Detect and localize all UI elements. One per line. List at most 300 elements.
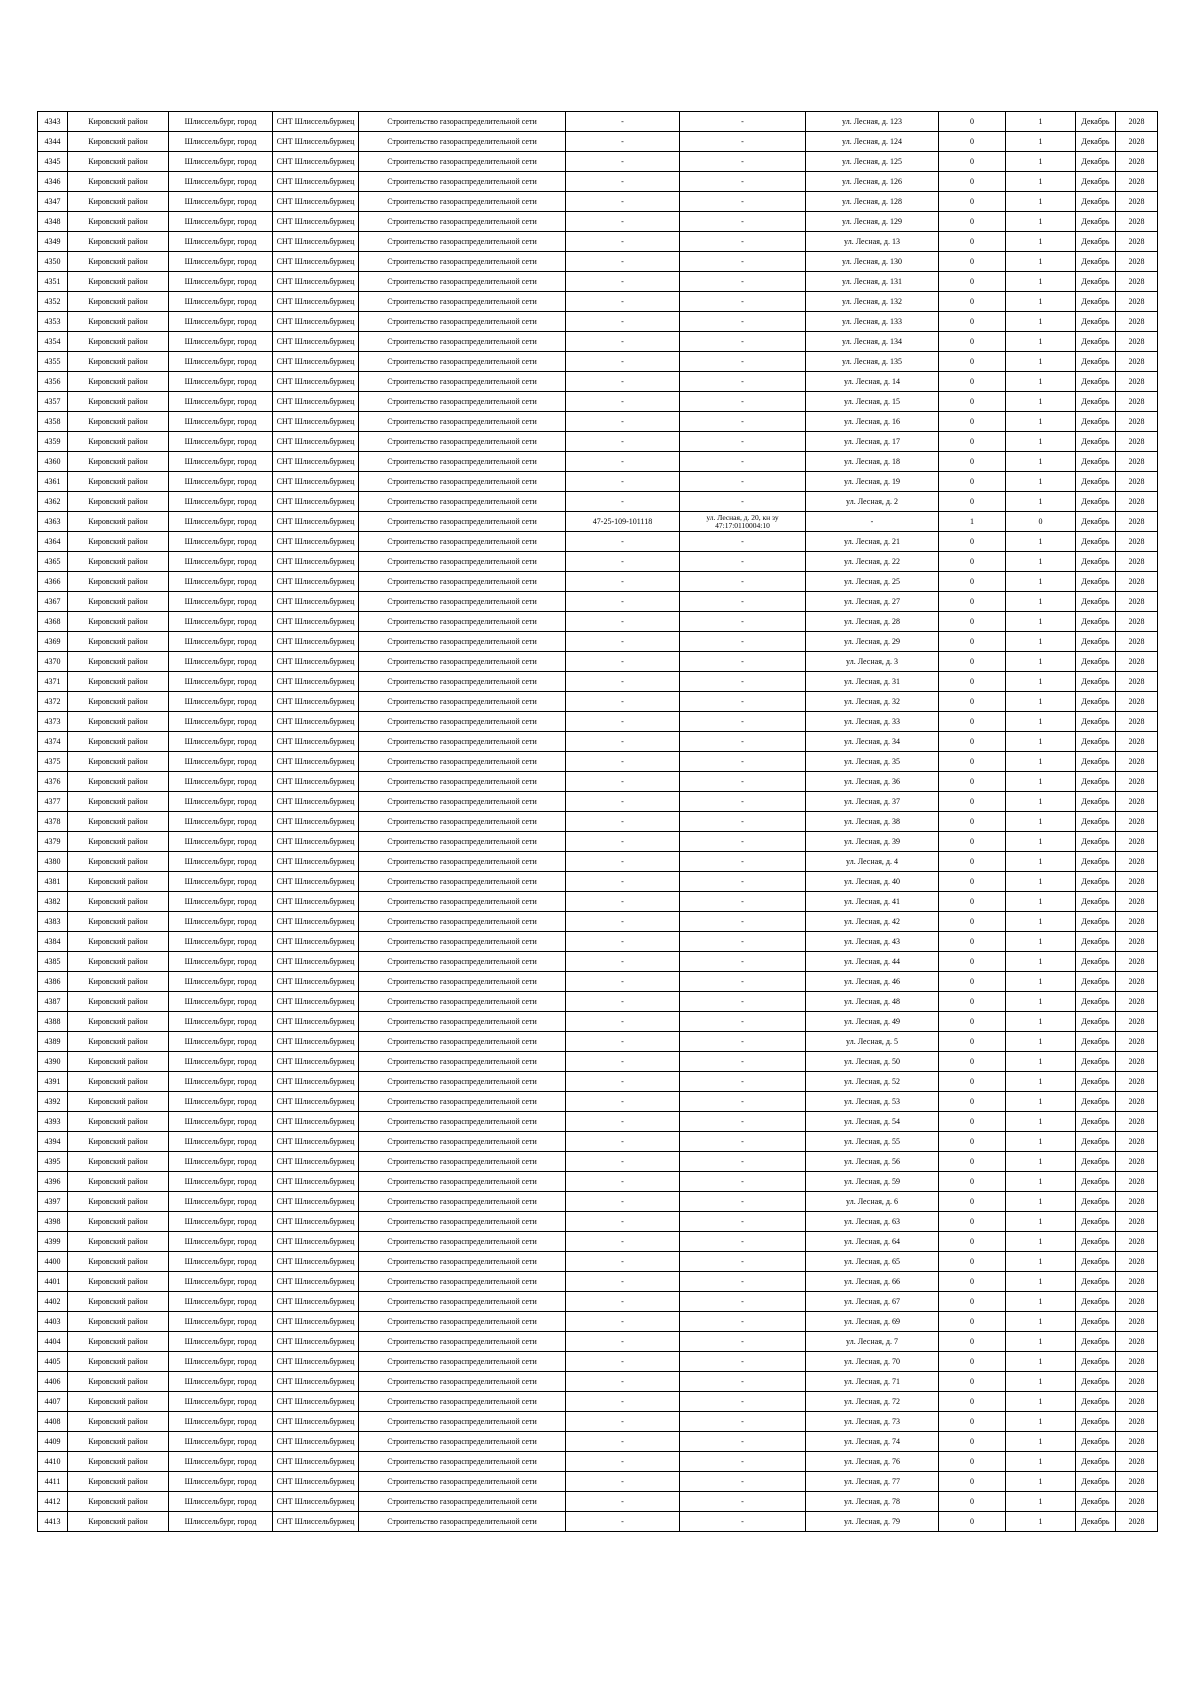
month-cell: Декабрь bbox=[1076, 252, 1116, 272]
settlement-cell: Шлиссельбург, город bbox=[169, 432, 273, 452]
count-b-cell: 1 bbox=[1006, 492, 1076, 512]
address-cell: ул. Лесная, д. 131 bbox=[806, 272, 939, 292]
count-b-cell: 1 bbox=[1006, 332, 1076, 352]
district-cell: Кировский район bbox=[68, 492, 169, 512]
count-b-cell: 1 bbox=[1006, 932, 1076, 952]
district-cell: Кировский район bbox=[68, 1412, 169, 1432]
count-a-cell: 0 bbox=[939, 672, 1006, 692]
count-b-cell: 1 bbox=[1006, 652, 1076, 672]
work-type-cell: Строительство газораспределительной сети bbox=[359, 412, 566, 432]
organization-cell: СНТ Шлиссельбуржец bbox=[273, 572, 359, 592]
plot-address-cell: - bbox=[680, 192, 806, 212]
row-number-cell: 4409 bbox=[38, 1432, 68, 1452]
organization-cell: СНТ Шлиссельбуржец bbox=[273, 1352, 359, 1372]
plot-address-cell: - bbox=[680, 532, 806, 552]
year-cell: 2028 bbox=[1116, 1072, 1158, 1092]
row-number-cell: 4412 bbox=[38, 1492, 68, 1512]
count-b-cell: 1 bbox=[1006, 172, 1076, 192]
table-row bbox=[38, 152, 1158, 172]
row-number-cell: 4389 bbox=[38, 1032, 68, 1052]
table-row bbox=[38, 1412, 1158, 1432]
row-number-cell: 4365 bbox=[38, 552, 68, 572]
count-a-cell: 0 bbox=[939, 1052, 1006, 1072]
settlement-cell: Шлиссельбург, город bbox=[169, 472, 273, 492]
count-b-cell: 1 bbox=[1006, 392, 1076, 412]
count-a-cell: 0 bbox=[939, 132, 1006, 152]
address-cell: ул. Лесная, д. 72 bbox=[806, 1392, 939, 1412]
settlement-cell: Шлиссельбург, город bbox=[169, 792, 273, 812]
application-number-cell: - bbox=[566, 212, 680, 232]
month-cell: Декабрь bbox=[1076, 1412, 1116, 1432]
table-row bbox=[38, 452, 1158, 472]
settlement-cell: Шлиссельбург, город bbox=[169, 152, 273, 172]
count-b-cell: 1 bbox=[1006, 552, 1076, 572]
organization-cell: СНТ Шлиссельбуржец bbox=[273, 312, 359, 332]
plot-address-cell: - bbox=[680, 1012, 806, 1032]
address-cell: ул. Лесная, д. 41 bbox=[806, 892, 939, 912]
month-cell: Декабрь bbox=[1076, 432, 1116, 452]
table-row bbox=[38, 572, 1158, 592]
application-number-cell: - bbox=[566, 1452, 680, 1472]
plot-address-cell: - bbox=[680, 1292, 806, 1312]
row-number-cell: 4408 bbox=[38, 1412, 68, 1432]
year-cell: 2028 bbox=[1116, 732, 1158, 752]
organization-cell: СНТ Шлиссельбуржец bbox=[273, 892, 359, 912]
table-row bbox=[38, 1272, 1158, 1292]
district-cell: Кировский район bbox=[68, 632, 169, 652]
district-cell: Кировский район bbox=[68, 532, 169, 552]
table-row bbox=[38, 232, 1158, 252]
count-b-cell: 1 bbox=[1006, 712, 1076, 732]
work-type-cell: Строительство газораспределительной сети bbox=[359, 1232, 566, 1252]
district-cell: Кировский район bbox=[68, 872, 169, 892]
work-type-cell: Строительство газораспределительной сети bbox=[359, 992, 566, 1012]
plot-address-cell: - bbox=[680, 612, 806, 632]
count-b-cell: 1 bbox=[1006, 692, 1076, 712]
settlement-cell: Шлиссельбург, город bbox=[169, 412, 273, 432]
count-b-cell: 1 bbox=[1006, 772, 1076, 792]
row-number-cell: 4346 bbox=[38, 172, 68, 192]
address-cell: ул. Лесная, д. 37 bbox=[806, 792, 939, 812]
settlement-cell: Шлиссельбург, город bbox=[169, 592, 273, 612]
row-number-cell: 4348 bbox=[38, 212, 68, 232]
plot-address-cell: - bbox=[680, 1332, 806, 1352]
settlement-cell: Шлиссельбург, город bbox=[169, 1272, 273, 1292]
month-cell: Декабрь bbox=[1076, 512, 1116, 532]
district-cell: Кировский район bbox=[68, 1452, 169, 1472]
organization-cell: СНТ Шлиссельбуржец bbox=[273, 1452, 359, 1472]
address-cell: ул. Лесная, д. 13 bbox=[806, 232, 939, 252]
settlement-cell: Шлиссельбург, город bbox=[169, 492, 273, 512]
year-cell: 2028 bbox=[1116, 552, 1158, 572]
application-number-cell: - bbox=[566, 292, 680, 312]
organization-cell: СНТ Шлиссельбуржец bbox=[273, 212, 359, 232]
work-type-cell: Строительство газораспределительной сети bbox=[359, 1092, 566, 1112]
count-a-cell: 0 bbox=[939, 1032, 1006, 1052]
application-number-cell: - bbox=[566, 312, 680, 332]
work-type-cell: Строительство газораспределительной сети bbox=[359, 352, 566, 372]
address-cell: ул. Лесная, д. 66 bbox=[806, 1272, 939, 1292]
application-number-cell: - bbox=[566, 972, 680, 992]
table-row bbox=[38, 512, 1158, 532]
table-row bbox=[38, 1252, 1158, 1272]
district-cell: Кировский район bbox=[68, 552, 169, 572]
table-row bbox=[38, 1472, 1158, 1492]
table-row bbox=[38, 1332, 1158, 1352]
work-type-cell: Строительство газораспределительной сети bbox=[359, 292, 566, 312]
work-type-cell: Строительство газораспределительной сети bbox=[359, 492, 566, 512]
district-cell: Кировский район bbox=[68, 992, 169, 1012]
count-a-cell: 0 bbox=[939, 1092, 1006, 1112]
application-number-cell: - bbox=[566, 572, 680, 592]
work-type-cell: Строительство газораспределительной сети bbox=[359, 392, 566, 412]
year-cell: 2028 bbox=[1116, 632, 1158, 652]
application-number-cell: - bbox=[566, 1252, 680, 1272]
month-cell: Декабрь bbox=[1076, 1172, 1116, 1192]
settlement-cell: Шлиссельбург, город bbox=[169, 512, 273, 532]
plot-address-cell: - bbox=[680, 932, 806, 952]
organization-cell: СНТ Шлиссельбуржец bbox=[273, 472, 359, 492]
application-number-cell: - bbox=[566, 872, 680, 892]
address-cell: ул. Лесная, д. 130 bbox=[806, 252, 939, 272]
count-a-cell: 0 bbox=[939, 992, 1006, 1012]
work-type-cell: Строительство газораспределительной сети bbox=[359, 752, 566, 772]
count-a-cell: 0 bbox=[939, 332, 1006, 352]
settlement-cell: Шлиссельбург, город bbox=[169, 1032, 273, 1052]
organization-cell: СНТ Шлиссельбуржец bbox=[273, 252, 359, 272]
plot-address-cell: - bbox=[680, 432, 806, 452]
count-a-cell: 0 bbox=[939, 1292, 1006, 1312]
application-number-cell: - bbox=[566, 692, 680, 712]
table-row bbox=[38, 1032, 1158, 1052]
row-number-cell: 4400 bbox=[38, 1252, 68, 1272]
plot-address-cell: - bbox=[680, 652, 806, 672]
organization-cell: СНТ Шлиссельбуржец bbox=[273, 1272, 359, 1292]
year-cell: 2028 bbox=[1116, 1492, 1158, 1512]
address-cell: ул. Лесная, д. 74 bbox=[806, 1432, 939, 1452]
organization-cell: СНТ Шлиссельбуржец bbox=[273, 592, 359, 612]
application-number-cell: - bbox=[566, 1152, 680, 1172]
district-cell: Кировский район bbox=[68, 1392, 169, 1412]
count-a-cell: 0 bbox=[939, 1132, 1006, 1152]
count-a-cell: 0 bbox=[939, 112, 1006, 132]
count-b-cell: 1 bbox=[1006, 1032, 1076, 1052]
organization-cell: СНТ Шлиссельбуржец bbox=[273, 612, 359, 632]
plot-address-cell: - bbox=[680, 1432, 806, 1452]
settlement-cell: Шлиссельбург, город bbox=[169, 672, 273, 692]
plot-address-cell: - bbox=[680, 792, 806, 812]
work-type-cell: Строительство газораспределительной сети bbox=[359, 1452, 566, 1472]
table-row bbox=[38, 1452, 1158, 1472]
organization-cell: СНТ Шлиссельбуржец bbox=[273, 1392, 359, 1412]
organization-cell: СНТ Шлиссельбуржец bbox=[273, 1172, 359, 1192]
count-b-cell: 1 bbox=[1006, 852, 1076, 872]
plot-address-cell: - bbox=[680, 572, 806, 592]
month-cell: Декабрь bbox=[1076, 592, 1116, 612]
plot-address-cell: - bbox=[680, 472, 806, 492]
settlement-cell: Шлиссельбург, город bbox=[169, 1512, 273, 1532]
table-row bbox=[38, 1232, 1158, 1252]
application-number-cell: - bbox=[566, 192, 680, 212]
organization-cell: СНТ Шлиссельбуржец bbox=[273, 1152, 359, 1172]
table-row bbox=[38, 1172, 1158, 1192]
application-number-cell: - bbox=[566, 1352, 680, 1372]
count-b-cell: 0 bbox=[1006, 512, 1076, 532]
application-number-cell: - bbox=[566, 612, 680, 632]
count-b-cell: 1 bbox=[1006, 372, 1076, 392]
address-cell: ул. Лесная, д. 55 bbox=[806, 1132, 939, 1152]
row-number-cell: 4377 bbox=[38, 792, 68, 812]
address-cell: ул. Лесная, д. 25 bbox=[806, 572, 939, 592]
year-cell: 2028 bbox=[1116, 572, 1158, 592]
count-a-cell: 0 bbox=[939, 1192, 1006, 1212]
address-cell: ул. Лесная, д. 70 bbox=[806, 1352, 939, 1372]
work-type-cell: Строительство газораспределительной сети bbox=[359, 1012, 566, 1032]
count-a-cell: 1 bbox=[939, 512, 1006, 532]
work-type-cell: Строительство газораспределительной сети bbox=[359, 1412, 566, 1432]
application-number-cell: - bbox=[566, 1492, 680, 1512]
plot-address-cell: - bbox=[680, 1312, 806, 1332]
month-cell: Декабрь bbox=[1076, 632, 1116, 652]
month-cell: Декабрь bbox=[1076, 1252, 1116, 1272]
settlement-cell: Шлиссельбург, город bbox=[169, 1092, 273, 1112]
district-cell: Кировский район bbox=[68, 132, 169, 152]
application-number-cell: - bbox=[566, 652, 680, 672]
organization-cell: СНТ Шлиссельбуржец bbox=[273, 1432, 359, 1452]
row-number-cell: 4347 bbox=[38, 192, 68, 212]
table-row bbox=[38, 772, 1158, 792]
district-cell: Кировский район bbox=[68, 732, 169, 752]
address-cell: ул. Лесная, д. 69 bbox=[806, 1312, 939, 1332]
count-b-cell: 1 bbox=[1006, 1052, 1076, 1072]
year-cell: 2028 bbox=[1116, 352, 1158, 372]
count-a-cell: 0 bbox=[939, 1432, 1006, 1452]
count-b-cell: 1 bbox=[1006, 1092, 1076, 1112]
month-cell: Декабрь bbox=[1076, 472, 1116, 492]
count-a-cell: 0 bbox=[939, 772, 1006, 792]
work-type-cell: Строительство газораспределительной сети bbox=[359, 1172, 566, 1192]
district-cell: Кировский район bbox=[68, 192, 169, 212]
organization-cell: СНТ Шлиссельбуржец bbox=[273, 1492, 359, 1512]
row-number-cell: 4343 bbox=[38, 112, 68, 132]
plot-address-cell: - bbox=[680, 312, 806, 332]
table-row bbox=[38, 712, 1158, 732]
district-cell: Кировский район bbox=[68, 1252, 169, 1272]
row-number-cell: 4350 bbox=[38, 252, 68, 272]
count-a-cell: 0 bbox=[939, 1072, 1006, 1092]
row-number-cell: 4356 bbox=[38, 372, 68, 392]
plot-address-cell: - bbox=[680, 172, 806, 192]
month-cell: Декабрь bbox=[1076, 1132, 1116, 1152]
organization-cell: СНТ Шлиссельбуржец bbox=[273, 1232, 359, 1252]
table-row bbox=[38, 732, 1158, 752]
settlement-cell: Шлиссельбург, город bbox=[169, 652, 273, 672]
application-number-cell: - bbox=[566, 432, 680, 452]
row-number-cell: 4363 bbox=[38, 512, 68, 532]
district-cell: Кировский район bbox=[68, 612, 169, 632]
row-number-cell: 4360 bbox=[38, 452, 68, 472]
row-number-cell: 4364 bbox=[38, 532, 68, 552]
count-a-cell: 0 bbox=[939, 192, 1006, 212]
plot-address-cell: - bbox=[680, 592, 806, 612]
count-b-cell: 1 bbox=[1006, 1432, 1076, 1452]
table-row bbox=[38, 632, 1158, 652]
row-number-cell: 4369 bbox=[38, 632, 68, 652]
row-number-cell: 4401 bbox=[38, 1272, 68, 1292]
count-a-cell: 0 bbox=[939, 232, 1006, 252]
table-row bbox=[38, 1052, 1158, 1072]
district-cell: Кировский район bbox=[68, 1292, 169, 1312]
application-number-cell: - bbox=[566, 852, 680, 872]
district-cell: Кировский район bbox=[68, 472, 169, 492]
settlement-cell: Шлиссельбург, город bbox=[169, 1252, 273, 1272]
district-cell: Кировский район bbox=[68, 852, 169, 872]
month-cell: Декабрь bbox=[1076, 312, 1116, 332]
year-cell: 2028 bbox=[1116, 932, 1158, 952]
count-a-cell: 0 bbox=[939, 212, 1006, 232]
table-row bbox=[38, 1112, 1158, 1132]
year-cell: 2028 bbox=[1116, 492, 1158, 512]
settlement-cell: Шлиссельбург, город bbox=[169, 1372, 273, 1392]
settlement-cell: Шлиссельбург, город bbox=[169, 452, 273, 472]
count-a-cell: 0 bbox=[939, 612, 1006, 632]
address-cell: ул. Лесная, д. 54 bbox=[806, 1112, 939, 1132]
organization-cell: СНТ Шлиссельбуржец bbox=[273, 732, 359, 752]
district-cell: Кировский район bbox=[68, 892, 169, 912]
plot-address-cell: ул. Лесная, д. 20, кн зу 47:17:0110004:10 bbox=[680, 512, 806, 532]
month-cell: Декабрь bbox=[1076, 1372, 1116, 1392]
year-cell: 2028 bbox=[1116, 1152, 1158, 1172]
settlement-cell: Шлиссельбург, город bbox=[169, 872, 273, 892]
year-cell: 2028 bbox=[1116, 912, 1158, 932]
settlement-cell: Шлиссельбург, город bbox=[169, 752, 273, 772]
year-cell: 2028 bbox=[1116, 832, 1158, 852]
year-cell: 2028 bbox=[1116, 412, 1158, 432]
address-cell: ул. Лесная, д. 65 bbox=[806, 1252, 939, 1272]
row-number-cell: 4358 bbox=[38, 412, 68, 432]
month-cell: Декабрь bbox=[1076, 492, 1116, 512]
application-number-cell: - bbox=[566, 712, 680, 732]
row-number-cell: 4392 bbox=[38, 1092, 68, 1112]
address-cell: ул. Лесная, д. 76 bbox=[806, 1452, 939, 1472]
count-a-cell: 0 bbox=[939, 1512, 1006, 1532]
year-cell: 2028 bbox=[1116, 452, 1158, 472]
plot-address-cell: - bbox=[680, 692, 806, 712]
address-cell: ул. Лесная, д. 71 bbox=[806, 1372, 939, 1392]
month-cell: Декабрь bbox=[1076, 732, 1116, 752]
address-cell: ул. Лесная, д. 22 bbox=[806, 552, 939, 572]
count-a-cell: 0 bbox=[939, 472, 1006, 492]
district-cell: Кировский район bbox=[68, 412, 169, 432]
row-number-cell: 4388 bbox=[38, 1012, 68, 1032]
count-b-cell: 1 bbox=[1006, 112, 1076, 132]
count-b-cell: 1 bbox=[1006, 1452, 1076, 1472]
count-b-cell: 1 bbox=[1006, 832, 1076, 852]
district-cell: Кировский район bbox=[68, 452, 169, 472]
application-number-cell: - bbox=[566, 672, 680, 692]
count-b-cell: 1 bbox=[1006, 1472, 1076, 1492]
organization-cell: СНТ Шлиссельбуржец bbox=[273, 812, 359, 832]
row-number-cell: 4357 bbox=[38, 392, 68, 412]
count-a-cell: 0 bbox=[939, 812, 1006, 832]
settlement-cell: Шлиссельбург, город bbox=[169, 1012, 273, 1032]
count-b-cell: 1 bbox=[1006, 352, 1076, 372]
count-a-cell: 0 bbox=[939, 1312, 1006, 1332]
row-number-cell: 4380 bbox=[38, 852, 68, 872]
work-type-cell: Строительство газораспределительной сети bbox=[359, 1052, 566, 1072]
organization-cell: СНТ Шлиссельбуржец bbox=[273, 512, 359, 532]
application-number-cell: - bbox=[566, 372, 680, 392]
plot-address-cell: - bbox=[680, 832, 806, 852]
row-number-cell: 4381 bbox=[38, 872, 68, 892]
settlement-cell: Шлиссельбург, город bbox=[169, 892, 273, 912]
application-number-cell: - bbox=[566, 1472, 680, 1492]
plot-address-cell: - bbox=[680, 492, 806, 512]
application-number-cell: - bbox=[566, 492, 680, 512]
table-row bbox=[38, 1192, 1158, 1212]
work-type-cell: Строительство газораспределительной сети bbox=[359, 452, 566, 472]
application-number-cell: - bbox=[566, 1312, 680, 1332]
year-cell: 2028 bbox=[1116, 592, 1158, 612]
organization-cell: СНТ Шлиссельбуржец bbox=[273, 1092, 359, 1112]
organization-cell: СНТ Шлиссельбуржец bbox=[273, 1372, 359, 1392]
address-cell: ул. Лесная, д. 15 bbox=[806, 392, 939, 412]
year-cell: 2028 bbox=[1116, 1432, 1158, 1452]
count-b-cell: 1 bbox=[1006, 1512, 1076, 1532]
district-cell: Кировский район bbox=[68, 352, 169, 372]
year-cell: 2028 bbox=[1116, 232, 1158, 252]
row-number-cell: 4345 bbox=[38, 152, 68, 172]
work-type-cell: Строительство газораспределительной сети bbox=[359, 272, 566, 292]
settlement-cell: Шлиссельбург, город bbox=[169, 1172, 273, 1192]
year-cell: 2028 bbox=[1116, 1252, 1158, 1272]
address-cell: ул. Лесная, д. 38 bbox=[806, 812, 939, 832]
count-a-cell: 0 bbox=[939, 592, 1006, 612]
settlement-cell: Шлиссельбург, город bbox=[169, 1192, 273, 1212]
year-cell: 2028 bbox=[1116, 612, 1158, 632]
address-cell: ул. Лесная, д. 17 bbox=[806, 432, 939, 452]
district-cell: Кировский район bbox=[68, 792, 169, 812]
settlement-cell: Шлиссельбург, город bbox=[169, 1212, 273, 1232]
plot-address-cell: - bbox=[680, 852, 806, 872]
settlement-cell: Шлиссельбург, город bbox=[169, 572, 273, 592]
count-b-cell: 1 bbox=[1006, 992, 1076, 1012]
settlement-cell: Шлиссельбург, город bbox=[169, 312, 273, 332]
month-cell: Декабрь bbox=[1076, 1492, 1116, 1512]
count-b-cell: 1 bbox=[1006, 912, 1076, 932]
address-cell: ул. Лесная, д. 44 bbox=[806, 952, 939, 972]
work-type-cell: Строительство газораспределительной сети bbox=[359, 1472, 566, 1492]
plot-address-cell: - bbox=[680, 672, 806, 692]
work-type-cell: Строительство газораспределительной сети bbox=[359, 1272, 566, 1292]
count-b-cell: 1 bbox=[1006, 812, 1076, 832]
month-cell: Декабрь bbox=[1076, 1032, 1116, 1052]
plot-address-cell: - bbox=[680, 1512, 806, 1532]
month-cell: Декабрь bbox=[1076, 552, 1116, 572]
year-cell: 2028 bbox=[1116, 1232, 1158, 1252]
table-row bbox=[38, 912, 1158, 932]
table-row bbox=[38, 1012, 1158, 1032]
district-cell: Кировский район bbox=[68, 1132, 169, 1152]
count-a-cell: 0 bbox=[939, 1212, 1006, 1232]
month-cell: Декабрь bbox=[1076, 1072, 1116, 1092]
organization-cell: СНТ Шлиссельбуржец bbox=[273, 452, 359, 472]
application-number-cell: - bbox=[566, 352, 680, 372]
settlement-cell: Шлиссельбург, город bbox=[169, 612, 273, 632]
year-cell: 2028 bbox=[1116, 1132, 1158, 1152]
table-row bbox=[38, 192, 1158, 212]
work-type-cell: Строительство газораспределительной сети bbox=[359, 692, 566, 712]
